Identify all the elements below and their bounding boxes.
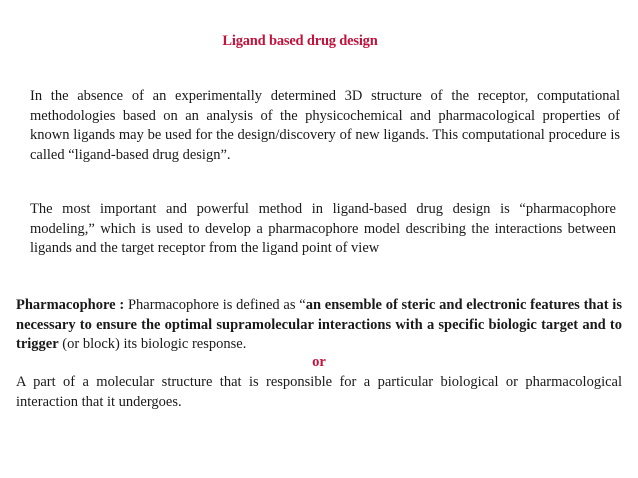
pharmacophore-modeling-paragraph: The most important and powerful method in ligand-based drug design is “pharmacophore modeling,” which is used to develop a pharmacophore model describing the interactions between ligands and the target receptor from the ligand point of view xyxy=(30,201,616,256)
definition-term: Pharmacophore : xyxy=(16,297,125,313)
definition-intro: Pharmacophore is defined as “ xyxy=(124,297,306,313)
definition-bold-text: an ensemble of steric and electronic features that is necessary to ensure the optimal supramolecular interactions with a specific biologic target and to trigger xyxy=(16,297,622,352)
or-separator xyxy=(0,354,638,371)
intro-paragraph: In the absence of an experimentally determined 3D structure of the receptor, computational methodologies based on an analysis of the physicochemical and pharmacological properties of known ligands may be used for the design/discovery of new ligands. This computational procedure is called “ligand-based drug design”. xyxy=(30,88,620,163)
pharmacophore-definition-paragraph xyxy=(16,296,622,355)
or-label: or xyxy=(312,354,326,370)
alternative-definition-paragraph: A part of a molecular structure that is responsible for a particular biological or pharmacological interaction that it undergoes. xyxy=(16,374,622,410)
definition-tail: (or block) its biologic response. xyxy=(58,336,247,352)
page-title: Ligand based drug design xyxy=(222,33,378,49)
